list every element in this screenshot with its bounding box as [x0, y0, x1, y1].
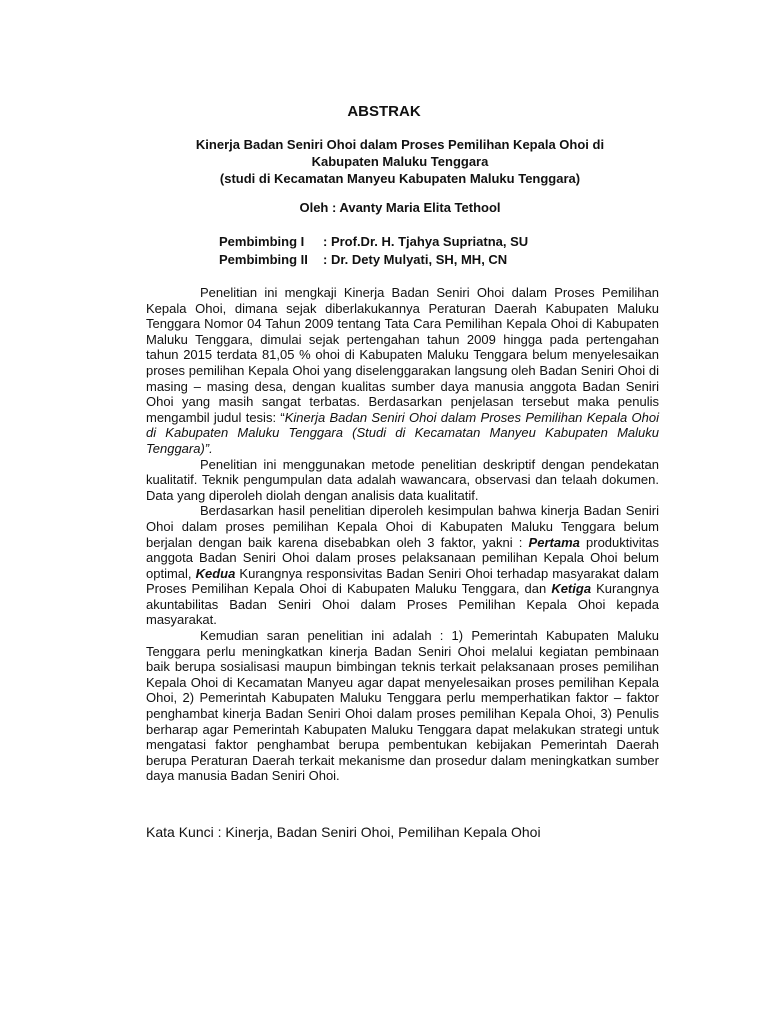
thesis-title-line-1: Kinerja Badan Seniri Ohoi dalam Proses Pemilihan Kepala Ohoi di — [195, 137, 605, 152]
paragraph-text: produktivitas anggota Badan Seniri Ohoi dalam proses pelaksanaan pemilihan Kepala Ohoi belum optimal, — [146, 534, 660, 581]
thesis-title — [120, 136, 680, 187]
thesis-title-italic: Kinerja Badan Seniri Ohoi dalam Proses Pemilihan Kepala Ohoi di Kabupaten Maluku Tenggara (Studi di Kecamatan Manyeu Kabupaten Maluku Tenggara)”. — [146, 409, 659, 456]
keywords-line: Kata Kunci : Kinerja, Badan Seniri Ohoi, Pemilihan Kepala Ohoi — [146, 824, 541, 840]
advisors-block — [219, 233, 528, 269]
paragraph-suggestions: Kemudian saran penelitian ini adalah : 1) Pemerintah Kabupaten Maluku Tenggara perlu meningkatkan kinerja Badan Seniri Ohoi melalui kegiatan pembinaan baik berupa sosialisasi maupun bimbingan teknis terkait pelaksanaan proses pemilihan Kepala Ohoi di Kecamatan Manyeu agar dapat menyelesaikan proses pemilihan Kepala Ohoi, 2) Pemerintah Kabupaten Maluku Tenggara perlu memperhatikan faktor – faktor penghambat kinerja Badan Seniri Ohoi dalam proses pemilihan Kepala Ohoi, 3) Penulis berharap agar Pemerintah Kabupaten Maluku Tenggara dapat melakukan strategi untuk mengatasi faktor penghambat berupa pembentukan kebijakan Pemerintah Daerah berupa Peraturan Daerah terkait mekanisme dan prosedur dalam meningkatkan sumber daya manusia Badan Seniri Ohoi. — [146, 628, 659, 784]
author-line: Oleh : Avanty Maria Elita Tethool — [299, 200, 501, 215]
advisor-name: : Prof.Dr. H. Tjahya Supriatna, SU — [323, 234, 529, 249]
abstract-title: ABSTRAK — [347, 103, 421, 120]
advisor-row-2 — [219, 251, 528, 269]
abstract-body — [146, 285, 659, 784]
advisor-role: Pembimbing I — [219, 234, 305, 249]
thesis-title-line-3: (studi di Kecamatan Manyeu Kabupaten Maluku Tenggara) — [219, 171, 581, 186]
keyword-emphasis: Kedua — [195, 565, 236, 581]
paragraph-text: Kurangnya akuntabilitas Badan Seniri Ohoi dalam Proses Pemilihan Kepala Ohoi kepada masyarakat. — [146, 581, 659, 628]
thesis-title-line-2: Kabupaten Maluku Tenggara — [311, 154, 489, 169]
keyword-emphasis: Pertama — [528, 534, 580, 550]
advisor-name: : Dr. Dety Mulyati, SH, MH, CN — [323, 252, 508, 267]
paragraph-conclusion — [146, 503, 659, 628]
paragraph-background — [146, 285, 659, 457]
keyword-emphasis: Ketiga — [551, 581, 592, 597]
advisor-row-1 — [219, 233, 528, 251]
paragraph-text: Berdasarkan hasil penelitian diperoleh kesimpulan bahwa kinerja Badan Seniri Ohoi dalam proses pemilihan Kepala Ohoi di Kabupaten Maluku Tenggara belum berjalan dengan baik karena disebabkan oleh 3 faktor, yakni : — [146, 503, 659, 550]
paragraph-text: Kurangnya responsivitas Badan Seniri Ohoi terhadap masyarakat dalam Proses Pemilihan Kepala Ohoi di Kabupaten Maluku Tenggara, dan — [146, 565, 659, 597]
paragraph-text: Penelitian ini mengkaji Kinerja Badan Seniri Ohoi dalam Proses Pemilihan Kepala Ohoi, dimana sejak diberlakukannya Peraturan Daerah Kabupaten Maluku Tenggara Nomor 04 Tahun 2009 tentang Tata Cara Pemilihan Kepala Ohoi di Kabupaten Maluku Tenggara, dimulai sejak pertengahan tahun 2009 hingga pada pertengahan tahun 2015 terdata 81,05 % ohoi di Kabupaten Maluku Tenggara belum menyelesaikan proses pemilihan Kepala Ohoi yang diselenggarakan langsung oleh Badan Seniri Ohoi di masing – masing desa, dengan kualitas sumber daya manusia anggota Badan Seniri Ohoi yang masih sangat terbatas. Berdasarkan penjelasan tersebut maka penulis mengambil judul tesis: “ — [146, 285, 659, 425]
advisor-role: Pembimbing II — [219, 252, 308, 267]
paragraph-method: Penelitian ini menggunakan metode penelitian deskriptif dengan pendekatan kualitatif. Teknik pengumpulan data adalah wawancara, observasi dan telaah dokumen. Data yang diperoleh diolah dengan analisis data kualitatif. — [146, 456, 659, 503]
